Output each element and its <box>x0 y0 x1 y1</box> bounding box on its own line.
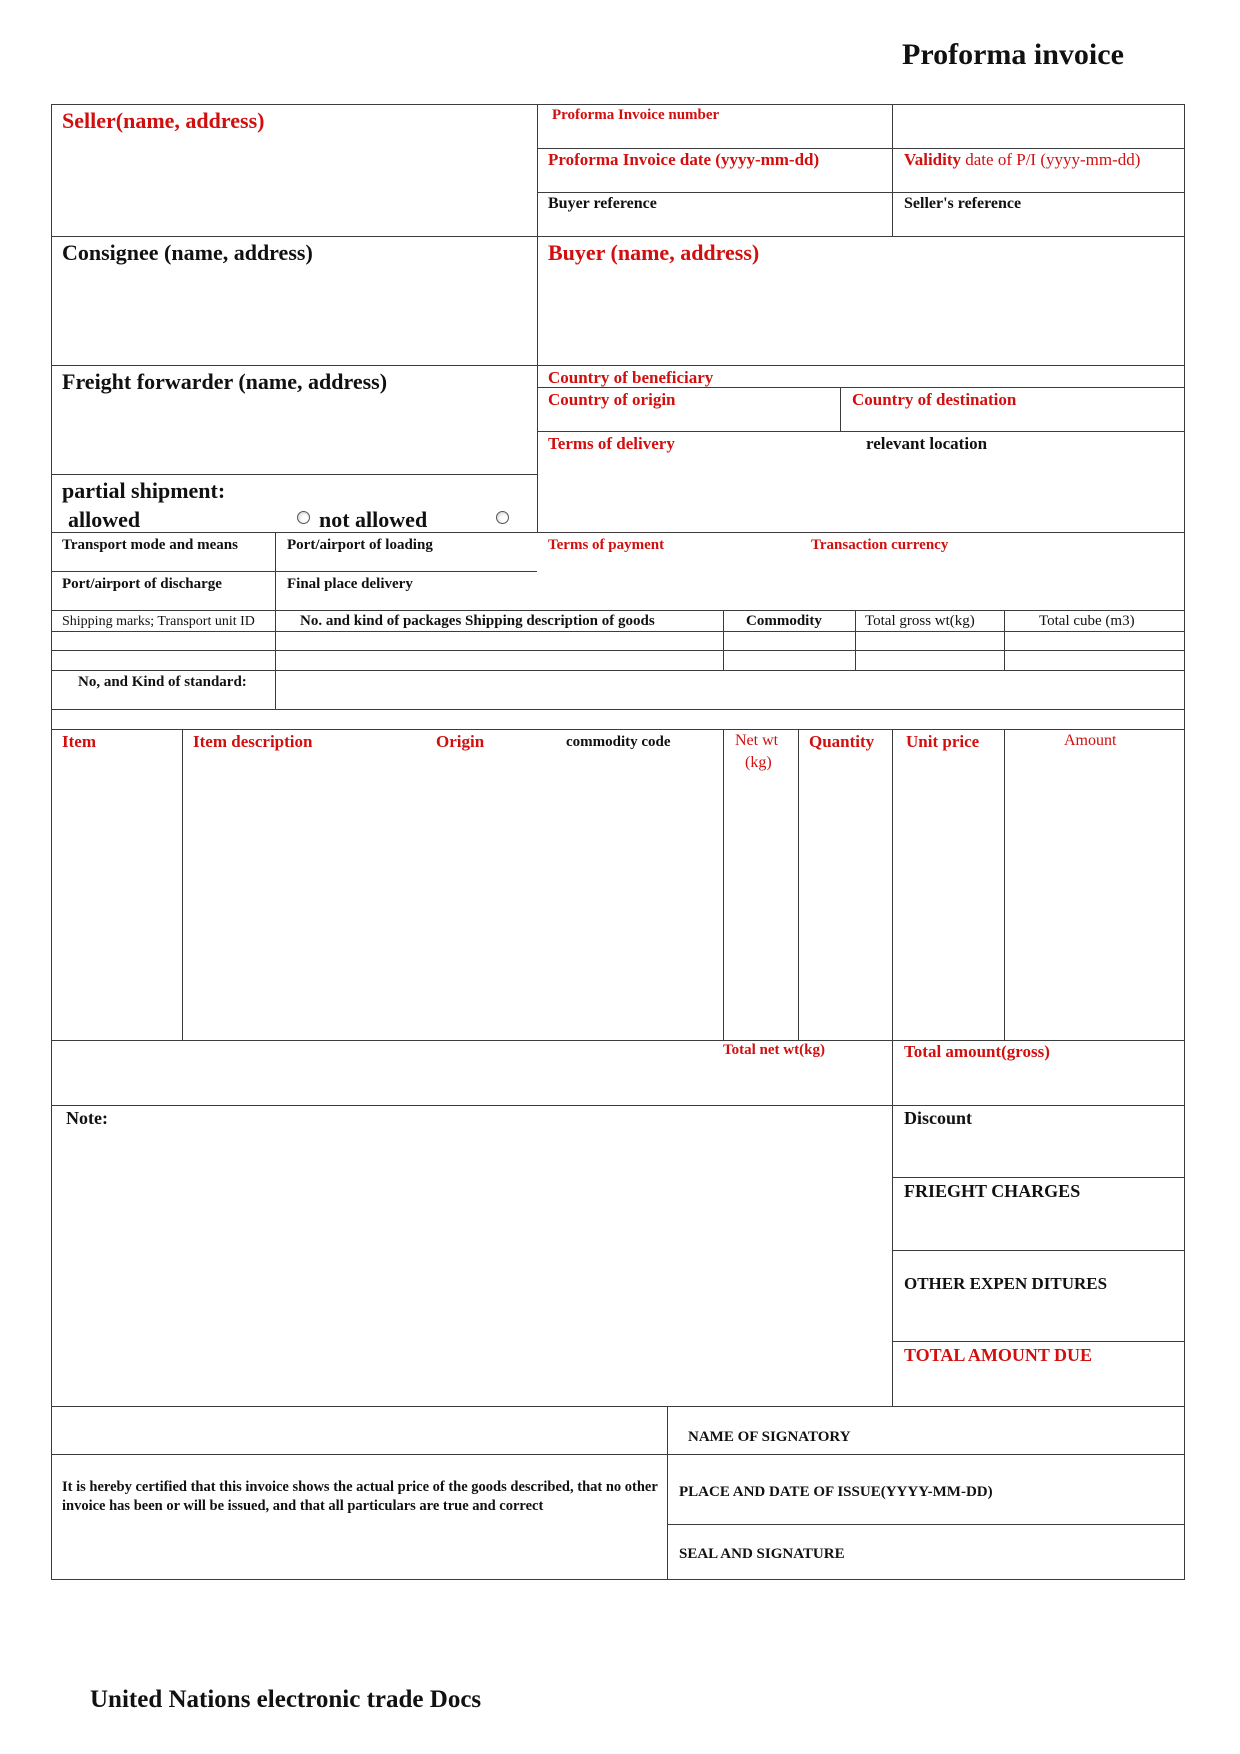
net-wt-header: Net wt <box>735 732 779 749</box>
page-title: Proforma invoice <box>902 38 1124 71</box>
total-cube-label: Total cube (m3) <box>1039 613 1135 629</box>
buyer-label: Buyer (name, address) <box>548 240 760 265</box>
country-origin-label: Country of origin <box>548 390 676 409</box>
total-gross-label: Total gross wt(kg) <box>865 613 975 629</box>
seller-label: Seller(name, address) <box>62 108 265 133</box>
item-description-header: Item description <box>193 732 313 751</box>
origin-header: Origin <box>436 732 485 751</box>
allowed-label: allowed <box>68 507 141 532</box>
country-beneficiary-label: Country of beneficiary <box>548 368 714 387</box>
transaction-currency-label: Transaction currency <box>811 537 949 553</box>
validity-rest: date of P/I (yyyy-mm-dd) <box>961 150 1141 169</box>
kind-of-standard-label: No, and Kind of standard: <box>78 674 247 690</box>
shipping-marks-label: Shipping marks; Transport unit ID <box>62 614 255 629</box>
buyer-reference-label: Buyer reference <box>548 195 657 212</box>
place-date-issue-label: PLACE AND DATE OF ISSUE(YYYY-MM-DD) <box>679 1484 993 1500</box>
footer-text: United Nations electronic trade Docs <box>90 1686 482 1713</box>
item-header: Item <box>62 732 96 751</box>
total-amount-gross-label: Total amount(gross) <box>904 1042 1050 1061</box>
not-allowed-label: not allowed <box>319 507 428 532</box>
allowed-radio[interactable] <box>297 511 310 524</box>
quantity-header: Quantity <box>809 732 875 751</box>
consignee-label: Consignee (name, address) <box>62 240 313 265</box>
validity-bold: Validity <box>904 150 962 169</box>
packages-kind-label: No. and kind of packages Shipping description of goods <box>300 613 655 629</box>
relevant-location-label: relevant location <box>866 434 988 453</box>
discount-label: Discount <box>904 1108 973 1128</box>
commodity-label: Commodity <box>746 613 822 629</box>
not-allowed-radio[interactable] <box>496 511 509 524</box>
final-place-label: Final place delivery <box>287 576 413 592</box>
net-wt-unit: (kg) <box>745 754 772 771</box>
terms-delivery-label: Terms of delivery <box>548 434 675 453</box>
freight-charges-label: FRIEGHT CHARGES <box>904 1181 1081 1201</box>
port-loading-label: Port/airport of loading <box>287 537 433 553</box>
partial-shipment-label: partial shipment: <box>62 478 226 503</box>
seal-signature-label: SEAL AND SIGNATURE <box>679 1546 845 1562</box>
transport-mode-label: Transport mode and means <box>62 537 238 553</box>
port-discharge-label: Port/airport of discharge <box>62 576 222 592</box>
seller-reference-label: Seller's reference <box>904 195 1022 212</box>
country-destination-label: Country of destination <box>852 390 1017 409</box>
total-net-wt-label: Total net wt(kg) <box>723 1042 825 1058</box>
freight-forwarder-label: Freight forwarder (name, address) <box>62 369 388 394</box>
certification-text: It is hereby certified that this invoice shows the actual price of the goods described, that no other invoice has been or will be issued, and that all particulars are true and correct <box>62 1479 658 1514</box>
total-amount-due-label: TOTAL AMOUNT DUE <box>904 1345 1093 1365</box>
terms-payment-label: Terms of payment <box>548 537 665 553</box>
note-label: Note: <box>66 1108 108 1128</box>
commodity-code-header: commodity code <box>566 734 671 750</box>
pi-number-label: Proforma Invoice number <box>552 107 720 123</box>
name-of-signatory-label: NAME OF SIGNATORY <box>688 1429 851 1445</box>
other-expenditures-label: OTHER EXPEN DITURES <box>904 1274 1108 1293</box>
validity-label <box>904 150 1140 170</box>
amount-header: Amount <box>1064 732 1117 749</box>
pi-date-label: Proforma Invoice date (yyyy-mm-dd) <box>548 150 820 169</box>
unit-price-header: Unit price <box>906 732 980 751</box>
